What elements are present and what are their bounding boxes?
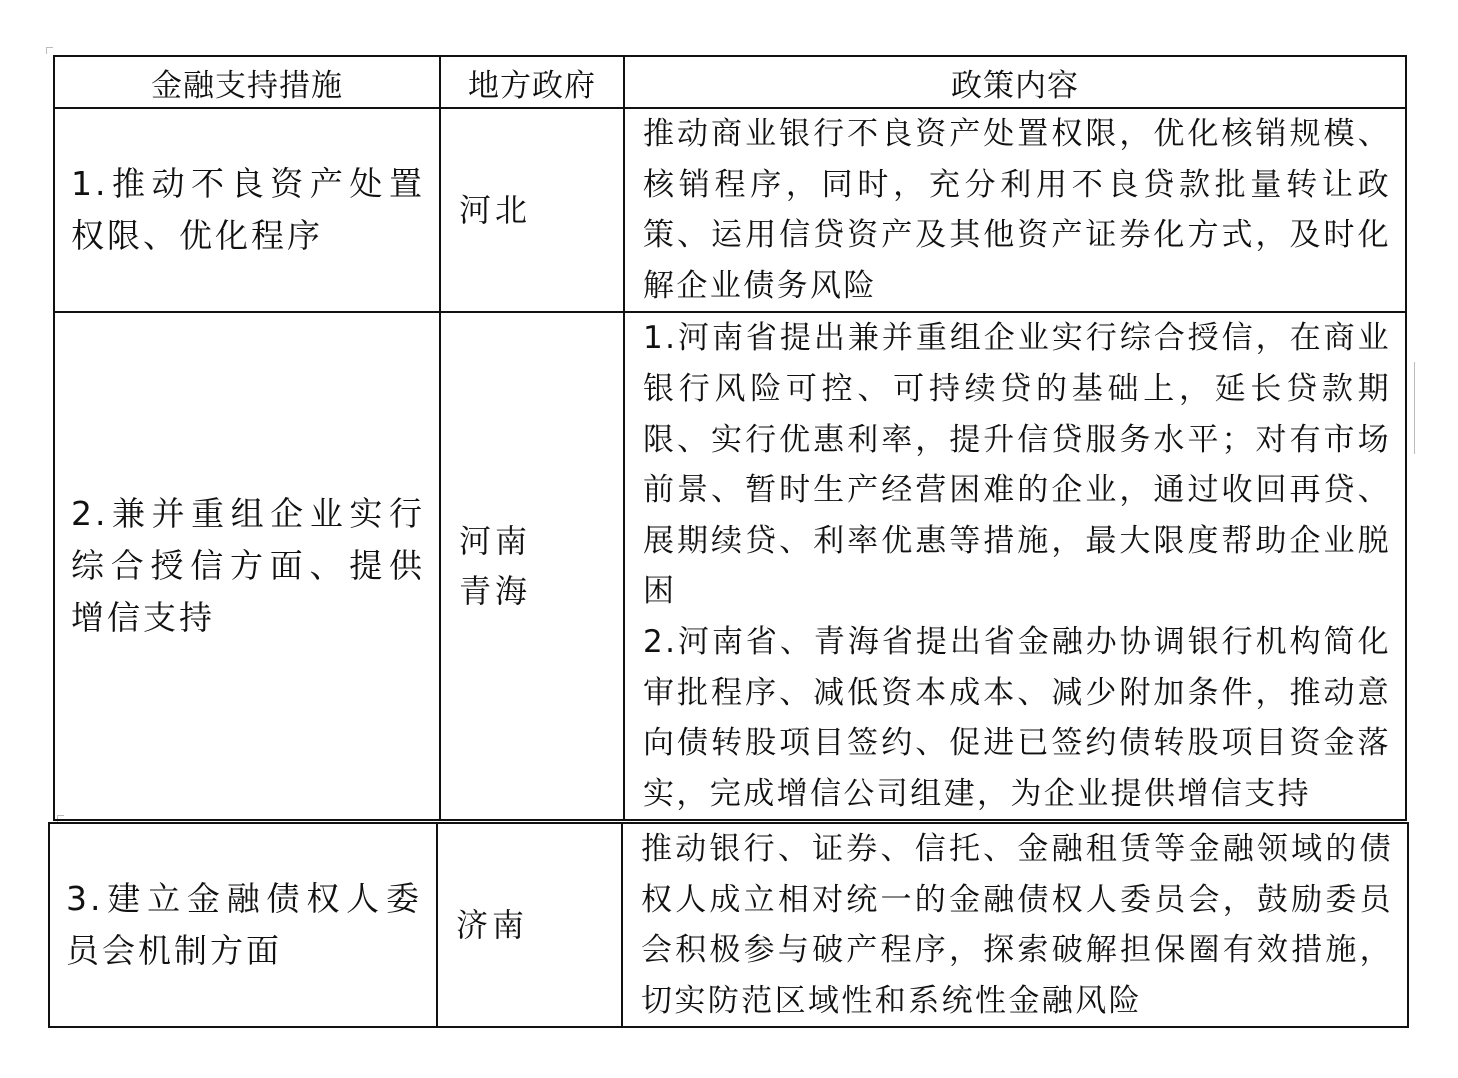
table-row	[49, 823, 1408, 1027]
table-row	[54, 312, 1406, 820]
side-mark	[1410, 362, 1415, 454]
content-paragraph: 推动银行、证券、信托、金融租赁等金融领域的债权人成立相对统一的金融债权人委员会，鼓励委员会积极参与破产程序，探索破解担保圈有效措施，切实防范区域性和系统性金融风险	[641, 831, 1393, 1019]
header-measure: 金融支持措施	[54, 56, 440, 108]
region-cell	[440, 312, 624, 820]
policy-table	[53, 55, 1407, 821]
table-header-row	[54, 56, 1406, 108]
measure-cell: 2.兼并重组企业实行综合授信方面、提供增信支持	[54, 312, 440, 820]
table-row	[54, 108, 1406, 312]
measure-cell: 1.推动不良资产处置权限、优化程序	[54, 108, 440, 312]
corner-mark	[46, 47, 53, 54]
header-content: 政策内容	[624, 56, 1406, 108]
region-name: 青海	[459, 572, 532, 611]
content-cell	[622, 823, 1408, 1027]
content-paragraph: 2.河南省、青海省提出省金融办协调银行机构简化审批程序、减低资本成本、减少附加条件，推动意向债转股项目签约、促进已签约债转股项目资金落实，完成增信公司组建，为企业提供增信支持	[643, 623, 1391, 812]
region-cell	[437, 823, 622, 1027]
content-cell	[624, 108, 1406, 312]
content-paragraph: 推动商业银行不良资产处置权限，优化核销规模、核销程序，同时，充分利用不良贷款批量转让政策、运用信贷资产及其他资产证券化方式，及时化解企业债务风险	[643, 116, 1391, 304]
header-region: 地方政府	[440, 56, 624, 108]
region-name: 河南	[459, 522, 532, 561]
policy-table-continued	[48, 822, 1409, 1028]
content-cell	[624, 312, 1406, 820]
region-name: 河北	[459, 191, 532, 230]
measure-cell: 3.建立金融债权人委员会机制方面	[49, 823, 437, 1027]
region-name: 济南	[456, 906, 529, 945]
content-paragraph: 1.河南省提出兼并重组企业实行综合授信，在商业银行风险可控、可持续贷的基础上，延长贷款期限、实行优惠利率，提升信贷服务水平；对有市场前景、暂时生产经营困难的企业，通过收回再贷、展期续贷、利率优惠等措施，最大限度帮助企业脱困	[643, 320, 1391, 610]
region-cell	[440, 108, 624, 312]
